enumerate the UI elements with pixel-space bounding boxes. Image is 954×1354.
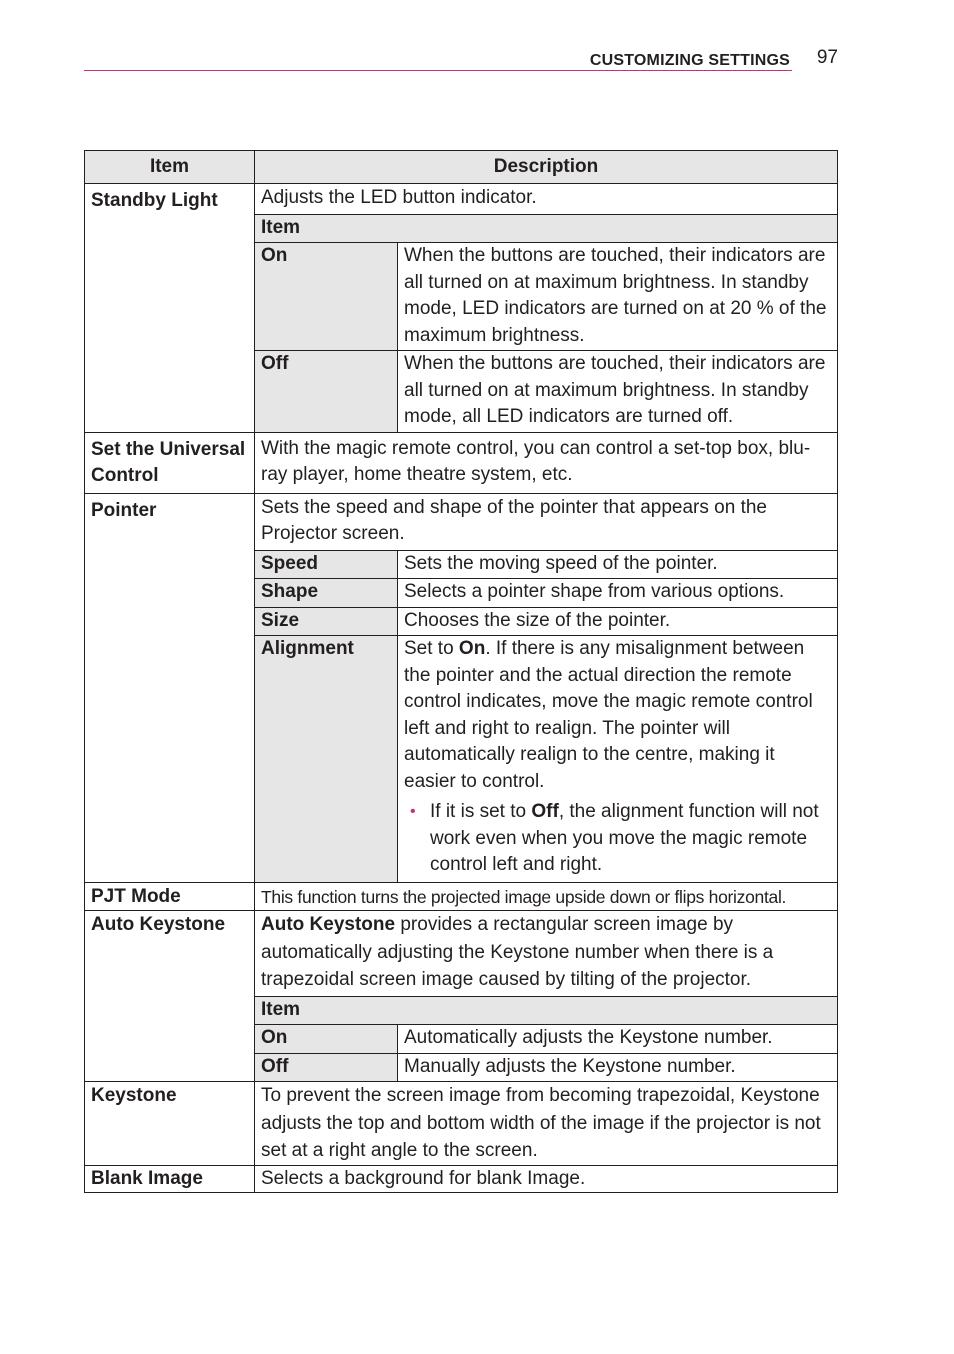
sub-label-on: On [255,243,398,351]
table-row [85,882,838,911]
sub-desc-on: Automatically adjusts the Keystone number. [398,1025,838,1054]
sub-desc-on: When the buttons are touched, their indicators are all turned on at maximum brightness. In standby mode, LED indicators are turned on at 20 % of the maximum brightness. [398,243,838,351]
page-header [84,46,838,72]
table-row [85,911,838,1082]
bullet-icon: • [410,803,416,820]
sub-label-off: Off [255,1053,398,1081]
pointer-text: Sets the speed and shape of the pointer that appears on the Projector screen. [261,496,767,544]
sub-label-size: Size [255,607,398,636]
row-label-pointer: Pointer [85,493,255,882]
standby-light-text: Adjusts the LED button indicator. [261,187,537,208]
row-label-keystone: Keystone [85,1082,255,1166]
subtable-header: Item [255,214,837,243]
section-title: CUSTOMIZING SETTINGS [589,52,790,69]
note-text: If it is set to Off, the alignment function will not work even when you move the magic remote control left and right. [430,801,819,875]
column-header-item: Item [85,151,255,184]
sub-label-on: On [255,1025,398,1054]
row-label-blank-image: Blank Image [85,1165,255,1193]
sub-row [255,550,837,579]
sub-row [255,1025,837,1054]
pointer-subtable [255,550,837,882]
settings-table [84,150,838,1193]
table-row [85,184,838,433]
row-label-auto-keystone: Auto Keystone [85,911,255,1082]
sub-desc-off: When the buttons are touched, their indicators are all turned on at maximum brightness. In standby mode, all LED indicators are turned off. [398,351,838,432]
auto-keystone-text: Auto Keystone provides a rectangular screen image by automatically adjusting the Keystone number when there is a trapezoidal screen image caused by tilting of the projector. [261,914,774,990]
sub-label-speed: Speed [255,550,398,579]
row-label-universal-control: Set the Universal Control [85,432,255,493]
row-label-pjt-mode: PJT Mode [85,882,255,911]
table-row [85,432,838,493]
standby-light-subtable [255,214,837,432]
sub-row [255,243,837,351]
header-rule [84,70,792,71]
alignment-note [404,799,831,879]
table-row [85,493,838,882]
sub-label-shape: Shape [255,579,398,608]
table-header-row [85,151,838,184]
page-number: 97 [816,47,838,68]
column-header-description: Description [255,151,838,184]
sub-row [255,607,837,636]
sub-row [255,579,837,608]
alignment-text: Set to On. If there is any misalignment between the pointer and the actual direction the remote control indicates, move the magic remote control left and right to realign. The pointer will automatically realign to the centre, making it easier to control. [404,638,813,792]
sub-label-alignment: Alignment [255,636,398,882]
blank-image-text: Selects a background for blank Image. [261,1167,586,1189]
row-desc-standby-light [255,184,838,433]
sub-row [255,1053,837,1081]
auto-keystone-subtable [255,996,837,1082]
sub-row [255,351,837,432]
sub-desc-size: Chooses the size of the pointer. [398,607,838,636]
sub-desc-off: Manually adjusts the Keystone number. [398,1053,838,1081]
row-label-standby-light: Standby Light [85,184,255,433]
subtable-header: Item [255,996,837,1025]
sub-desc-alignment [398,636,838,882]
sub-row [255,636,837,882]
keystone-text: To prevent the screen image from becoming trapezoidal, Keystone adjusts the top and bottom width of the image if the projector is not set at a right angle to the screen. [261,1085,821,1161]
sub-desc-speed: Sets the moving speed of the pointer. [398,550,838,579]
table-row [85,1165,838,1193]
universal-control-text: With the magic remote control, you can control a set-top box, blu-ray player, home theatre system, etc. [261,437,811,485]
pjt-mode-text: This function turns the projected image upside down or flips horizontal. [261,886,787,907]
sub-label-off: Off [255,351,398,432]
sub-desc-shape: Selects a pointer shape from various options. [398,579,838,608]
table-row [85,1082,838,1166]
